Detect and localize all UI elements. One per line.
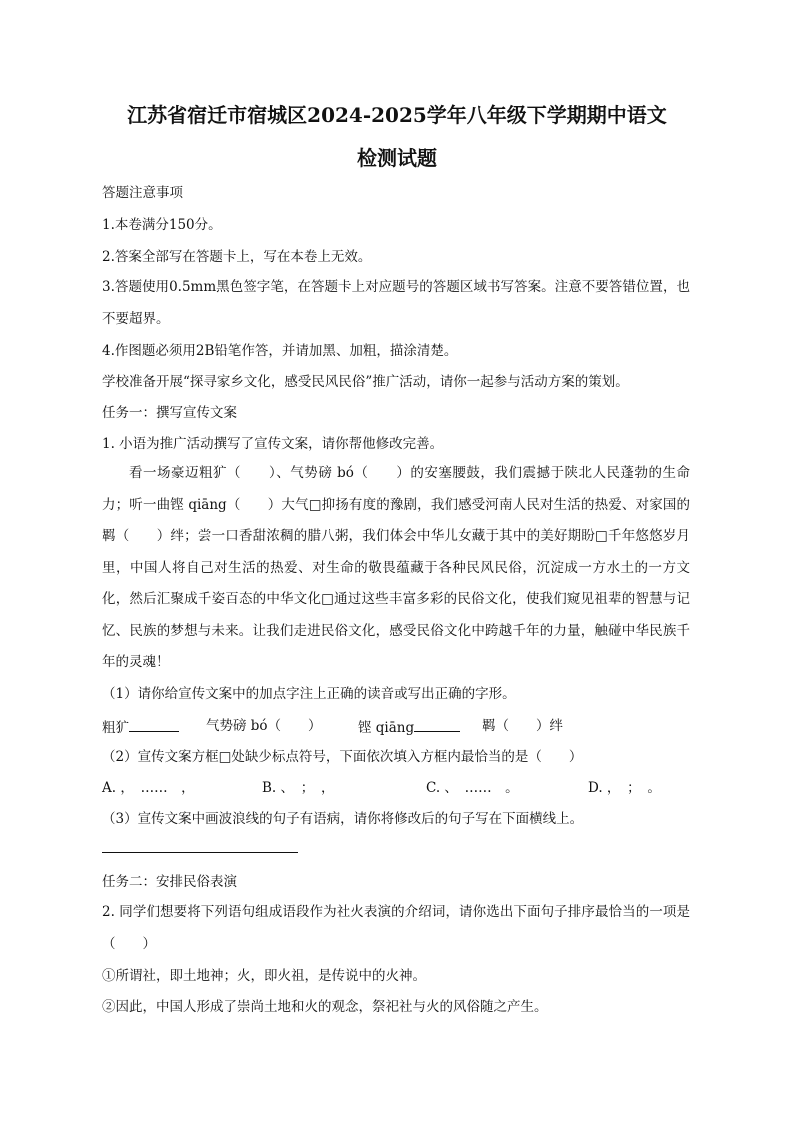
task1-heading: 任务一：撰写宣传文案 [102,405,237,421]
answer-line[interactable] [102,852,298,853]
sentence-2: ②因此，中国人形成了崇尚土地和火的观念，祭祀社与火的风俗随之产生。 [102,999,548,1015]
question-1-stem: 1. 小语为推广活动撰写了宣传文案，请你帮他修改完善。 [102,436,444,452]
answer-item-cuguang [102,717,179,737]
option-c[interactable]: C. 、 …… 。 [426,780,519,796]
option-d[interactable]: D. ， ； 。 [588,780,661,796]
answer-item-kengqiang [358,717,460,737]
sub-question-1: （1）请你给宣传文案中的加点字注上正确的读音或写出正确的字形。 [102,686,516,702]
sub-question-1-answers [102,717,690,737]
option-b[interactable]: B. 、 ； ， [262,780,335,796]
notice-item-4: 4.作图题必须用2B铅笔作答，并请加黑、加粗，描涂清楚。 [102,343,458,359]
notice-item-2: 2.答案全部写在答题卡上，写在本卷上无效。 [102,249,372,265]
document-title-line-1: 江苏省宿迁市宿城区2024-2025学年八年级下学期期中语文 [127,103,667,127]
notice-heading: 答题注意事项 [102,185,183,201]
answer-item-jiban: 羁（ ）绊 [482,718,563,734]
sentence-1: ①所谓社，即土地神；火，即火祖，是传说中的火神。 [102,968,426,984]
answer-label-cuguang: 粗犷 [102,720,129,736]
answer-item-pangbo: 气势磅 bó（ ） [206,718,322,734]
question-2-stem: 2. 同学们想要将下列语句组成语段作为社火表演的介绍词，请你选出下面句子排序最恰当的一项是（ ） [102,904,690,952]
answer-label-kengqiang: 铿 qiāng [358,720,415,736]
answer-blank-kengqiang[interactable] [414,717,460,732]
activity-intro: 学校准备开展“探寻家乡文化，感受民风民俗”推广活动，请你一起参与活动方案的策划。 [102,374,629,390]
answer-blank-cuguang[interactable] [129,717,179,732]
sub-question-3: （3）宣传文案中画波浪线的句子有语病，请你将修改后的句子写在下面横线上。 [102,811,584,827]
promo-passage: 看一场豪迈粗犷（ ）、气势磅 bó（ ）的安塞腰鼓，我们震撼于陕北人民蓬勃的生命力；听一曲铿 qiāng（ ）大气□抑扬有度的豫剧，我们感受河南人民对生活的热爱、对家国的羁（ ）绊；尝一口香甜浓稠的腊八粥，我们体会中华儿女藏于其中的美好期盼□千年悠悠岁月里，中国人将自己对生活的热爱、对生命的敬畏蕴藏于各种民风民俗，沉淀成一方水土的一方文化，然后汇聚成千姿百态的中华文化□通过这些丰富多彩的民俗文化，使我们窥见祖辈的智慧与记忆、民族的梦想与未来。让我们走进民俗文化，感受民俗文化中跨越千年的力量，触碰中华民族千年的灵魂！ [102,465,690,670]
notice-item-1: 1.本卷满分150分。 [102,217,222,233]
sub-question-2-options [102,779,690,799]
document-title-line-2: 检测试题 [357,146,437,170]
notice-item-3: 3.答题使用0.5mm黑色签字笔，在答题卡上对应题号的答题区域书写答案。注意不要答错位置，也不要超界。 [102,279,690,327]
option-a[interactable]: A. ， …… ， [102,780,195,796]
sub-question-2: （2）宣传文案方框□处缺少标点符号，下面依次填入方框内最恰当的是（ ） [102,749,583,765]
task2-heading: 任务二：安排民俗表演 [102,874,237,890]
